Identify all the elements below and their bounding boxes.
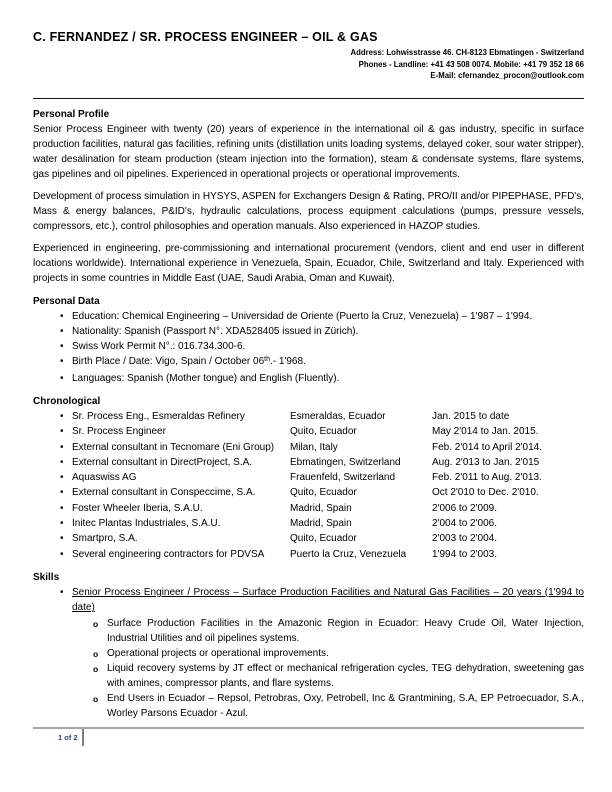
profile-paragraph: Senior Process Engineer with twenty (20) years of experience in the international oil & gas industry, specific in surface production facilities, natural gas facilities, refining units (distillation units loading systems, delayed coker, sour water stripper), water desalination for steam production (steam injection into the formation), steam & condensate systems, flare systems, gas pipelines and oil pipelines. Experienced in operational projects or operational improvements. xyxy=(33,123,584,180)
skills-list xyxy=(33,585,584,616)
profile-paragraph: Experienced in engineering, pre-commissioning and international procurement (vendors, client and end user in different locations worldwide). International experience in Venezuela, Spain, Ecuador, Chile, Switzerland and Italy. Experienced with projects in some countries in Middle East (UAE, Saudi Arabia, Oman and Kuwait). xyxy=(33,242,584,284)
chrono-dates: 2'004 to 2'006. xyxy=(432,518,497,530)
profile-paragraph: Development of process simulation in HYSYS, ASPEN for Exchangers Design & Rating, PRO/II and/or PIPEPHASE, PFD's, Mass & energy balances, P&ID's, hydraulic calculations, process equipment calculations (pumps, pressure vessels, compressors, etc.), control philosophies and operation manuals. Also experienced in HAZOP studies. xyxy=(33,190,584,232)
section-chronological xyxy=(33,394,584,562)
chrono-location: Puerto la Cruz, Venezuela xyxy=(290,548,407,560)
contact-email: E-Mail: cfernandez_procon@outlook.com xyxy=(430,71,584,80)
section-heading-chronological: Chronological xyxy=(33,395,101,407)
list-item xyxy=(33,354,584,370)
list-item xyxy=(33,339,584,354)
skills-sub-item: o Surface Production Facilities in the Amazonic Region in Ecuador: Heavy Crude Oil, Water Injection, Industrial Utilities and oil pipelines systems. xyxy=(33,616,584,646)
chrono-dates: May 2'014 to Jan. 2015. xyxy=(432,426,539,438)
chrono-row xyxy=(33,531,584,546)
chrono-role: • External consultant in DirectProject, S.A. xyxy=(72,456,253,468)
chrono-location: Quito, Ecuador xyxy=(290,487,357,499)
footer-row xyxy=(33,729,584,747)
chrono-role: • External consultant in Conspeccime, S.A. xyxy=(72,487,256,499)
contact-phones: Phones - Landline: +41 43 508 0074. Mobile: +41 79 352 18 66 xyxy=(358,59,584,69)
chrono-location: Ebmatingen, Switzerland xyxy=(290,456,401,468)
header xyxy=(33,30,584,99)
chrono-role: • Aquaswiss AG xyxy=(72,472,137,484)
skills-sub-list xyxy=(33,616,584,721)
section-heading-personal-profile: Personal Profile xyxy=(33,108,110,120)
chrono-row xyxy=(33,501,584,516)
chrono-location: Frauenfeld, Switzerland xyxy=(290,472,396,484)
contact-address: Address: Lohwisstrasse 46. CH-8123 Ebmatingen - Switzerland xyxy=(350,48,584,57)
skills-main-item xyxy=(33,585,584,616)
chrono-role: • Foster Wheeler Iberia, S.A.U. xyxy=(72,502,203,514)
page-number: 1 of 2 xyxy=(58,733,78,742)
footer-accent-bar xyxy=(82,729,84,746)
chrono-row xyxy=(33,485,584,500)
ordinal-superscript: th xyxy=(264,356,270,364)
header-rule xyxy=(33,98,584,99)
chrono-role: • Smartpro, S.A. xyxy=(72,533,138,545)
chrono-row xyxy=(33,516,584,531)
skills-main-text: Senior Process Engineer / Process – Surface Production Facilities and Natural Gas Facilities – 20 years (1'994 to date) xyxy=(72,586,584,614)
chrono-location: Esmeraldas, Ecuador xyxy=(290,410,386,422)
chrono-location: Madrid, Spain xyxy=(290,502,352,514)
list-item-text: Languages: Spanish (Mother tongue) and English (Fluently). xyxy=(72,372,340,384)
chrono-row xyxy=(33,409,584,424)
skills-sub-item: o Liquid recovery systems by JT effect or mechanical refrigeration cycles, TEG dehydration, sweetening gas with amines, compressor plants, and flare systems. xyxy=(33,661,584,691)
section-personal-profile xyxy=(33,107,584,286)
list-item-text: Swiss Work Permit N°.: 016.734.300-6. xyxy=(72,341,246,353)
chrono-role: • Initec Plantas Industriales, S.A.U. xyxy=(72,518,221,530)
chrono-dates: 1'994 to 2'003. xyxy=(432,548,497,560)
chrono-dates: Feb. 2'011 to Aug. 2'013. xyxy=(432,472,542,484)
page-title: C. FERNANDEZ / SR. PROCESS ENGINEER – OIL & GAS xyxy=(33,30,378,44)
list-item-text: .- 1'968. xyxy=(270,356,306,368)
chrono-row xyxy=(33,470,584,485)
chrono-row xyxy=(33,455,584,470)
chronological-list xyxy=(33,409,584,562)
chrono-role: • Sr. Process Engineer xyxy=(72,426,166,438)
list-item xyxy=(33,324,584,339)
list-item-text: Nationality: Spanish (Passport N°. XDA528405 issued in Zürich). xyxy=(72,325,359,337)
chrono-location: Madrid, Spain xyxy=(290,518,352,530)
list-item-text: Birth Place / Date: Vigo, Spain / October 06 xyxy=(72,356,265,368)
chrono-dates: 2'006 to 2'009. xyxy=(432,502,497,514)
section-heading-skills: Skills xyxy=(33,571,60,583)
skills-sub-item: o Operational projects or operational improvements. xyxy=(33,646,584,661)
personal-data-list xyxy=(33,309,584,386)
skills-sub-item: o End Users in Ecuador – Repsol, Petrobras, Oxy, Petrobell, Inc & Grantmining, S.A, EP Petroecuador, S.A., Worley Parsons Ecuador - Azul. xyxy=(33,691,584,721)
chrono-role: • Several engineering contractors for PDVSA xyxy=(72,548,265,560)
chrono-dates: Aug. 2'013 to Jan. 2'015 xyxy=(432,456,540,468)
list-item xyxy=(33,371,584,386)
page-footer xyxy=(33,727,584,747)
chrono-role: • Sr. Process Eng., Esmeraldas Refinery xyxy=(72,410,245,422)
contact-block xyxy=(33,47,584,82)
section-heading-personal-data: Personal Data xyxy=(33,295,100,307)
chrono-location: Quito, Ecuador xyxy=(290,533,357,545)
chrono-dates: Jan. 2015 to date xyxy=(432,410,510,422)
list-item xyxy=(33,309,584,324)
chrono-row xyxy=(33,440,584,455)
chrono-dates: Feb. 2'014 to April 2'014. xyxy=(432,441,543,453)
chrono-dates: Oct 2'010 to Dec. 2'010. xyxy=(432,487,539,499)
section-personal-data xyxy=(33,294,584,386)
chrono-row xyxy=(33,424,584,439)
chrono-role: • External consultant in Tecnomare (Eni Group) xyxy=(72,441,275,453)
chrono-row xyxy=(33,547,584,562)
list-item-text: Education: Chemical Engineering – Universidad de Oriente (Puerto la Cruz, Venezuela) – 1'987 – 1'994. xyxy=(72,310,533,322)
section-skills xyxy=(33,570,584,721)
chrono-dates: 2'003 to 2'004. xyxy=(432,533,497,545)
chrono-location: Quito, Ecuador xyxy=(290,426,357,438)
chrono-location: Milan, Italy xyxy=(290,441,338,453)
